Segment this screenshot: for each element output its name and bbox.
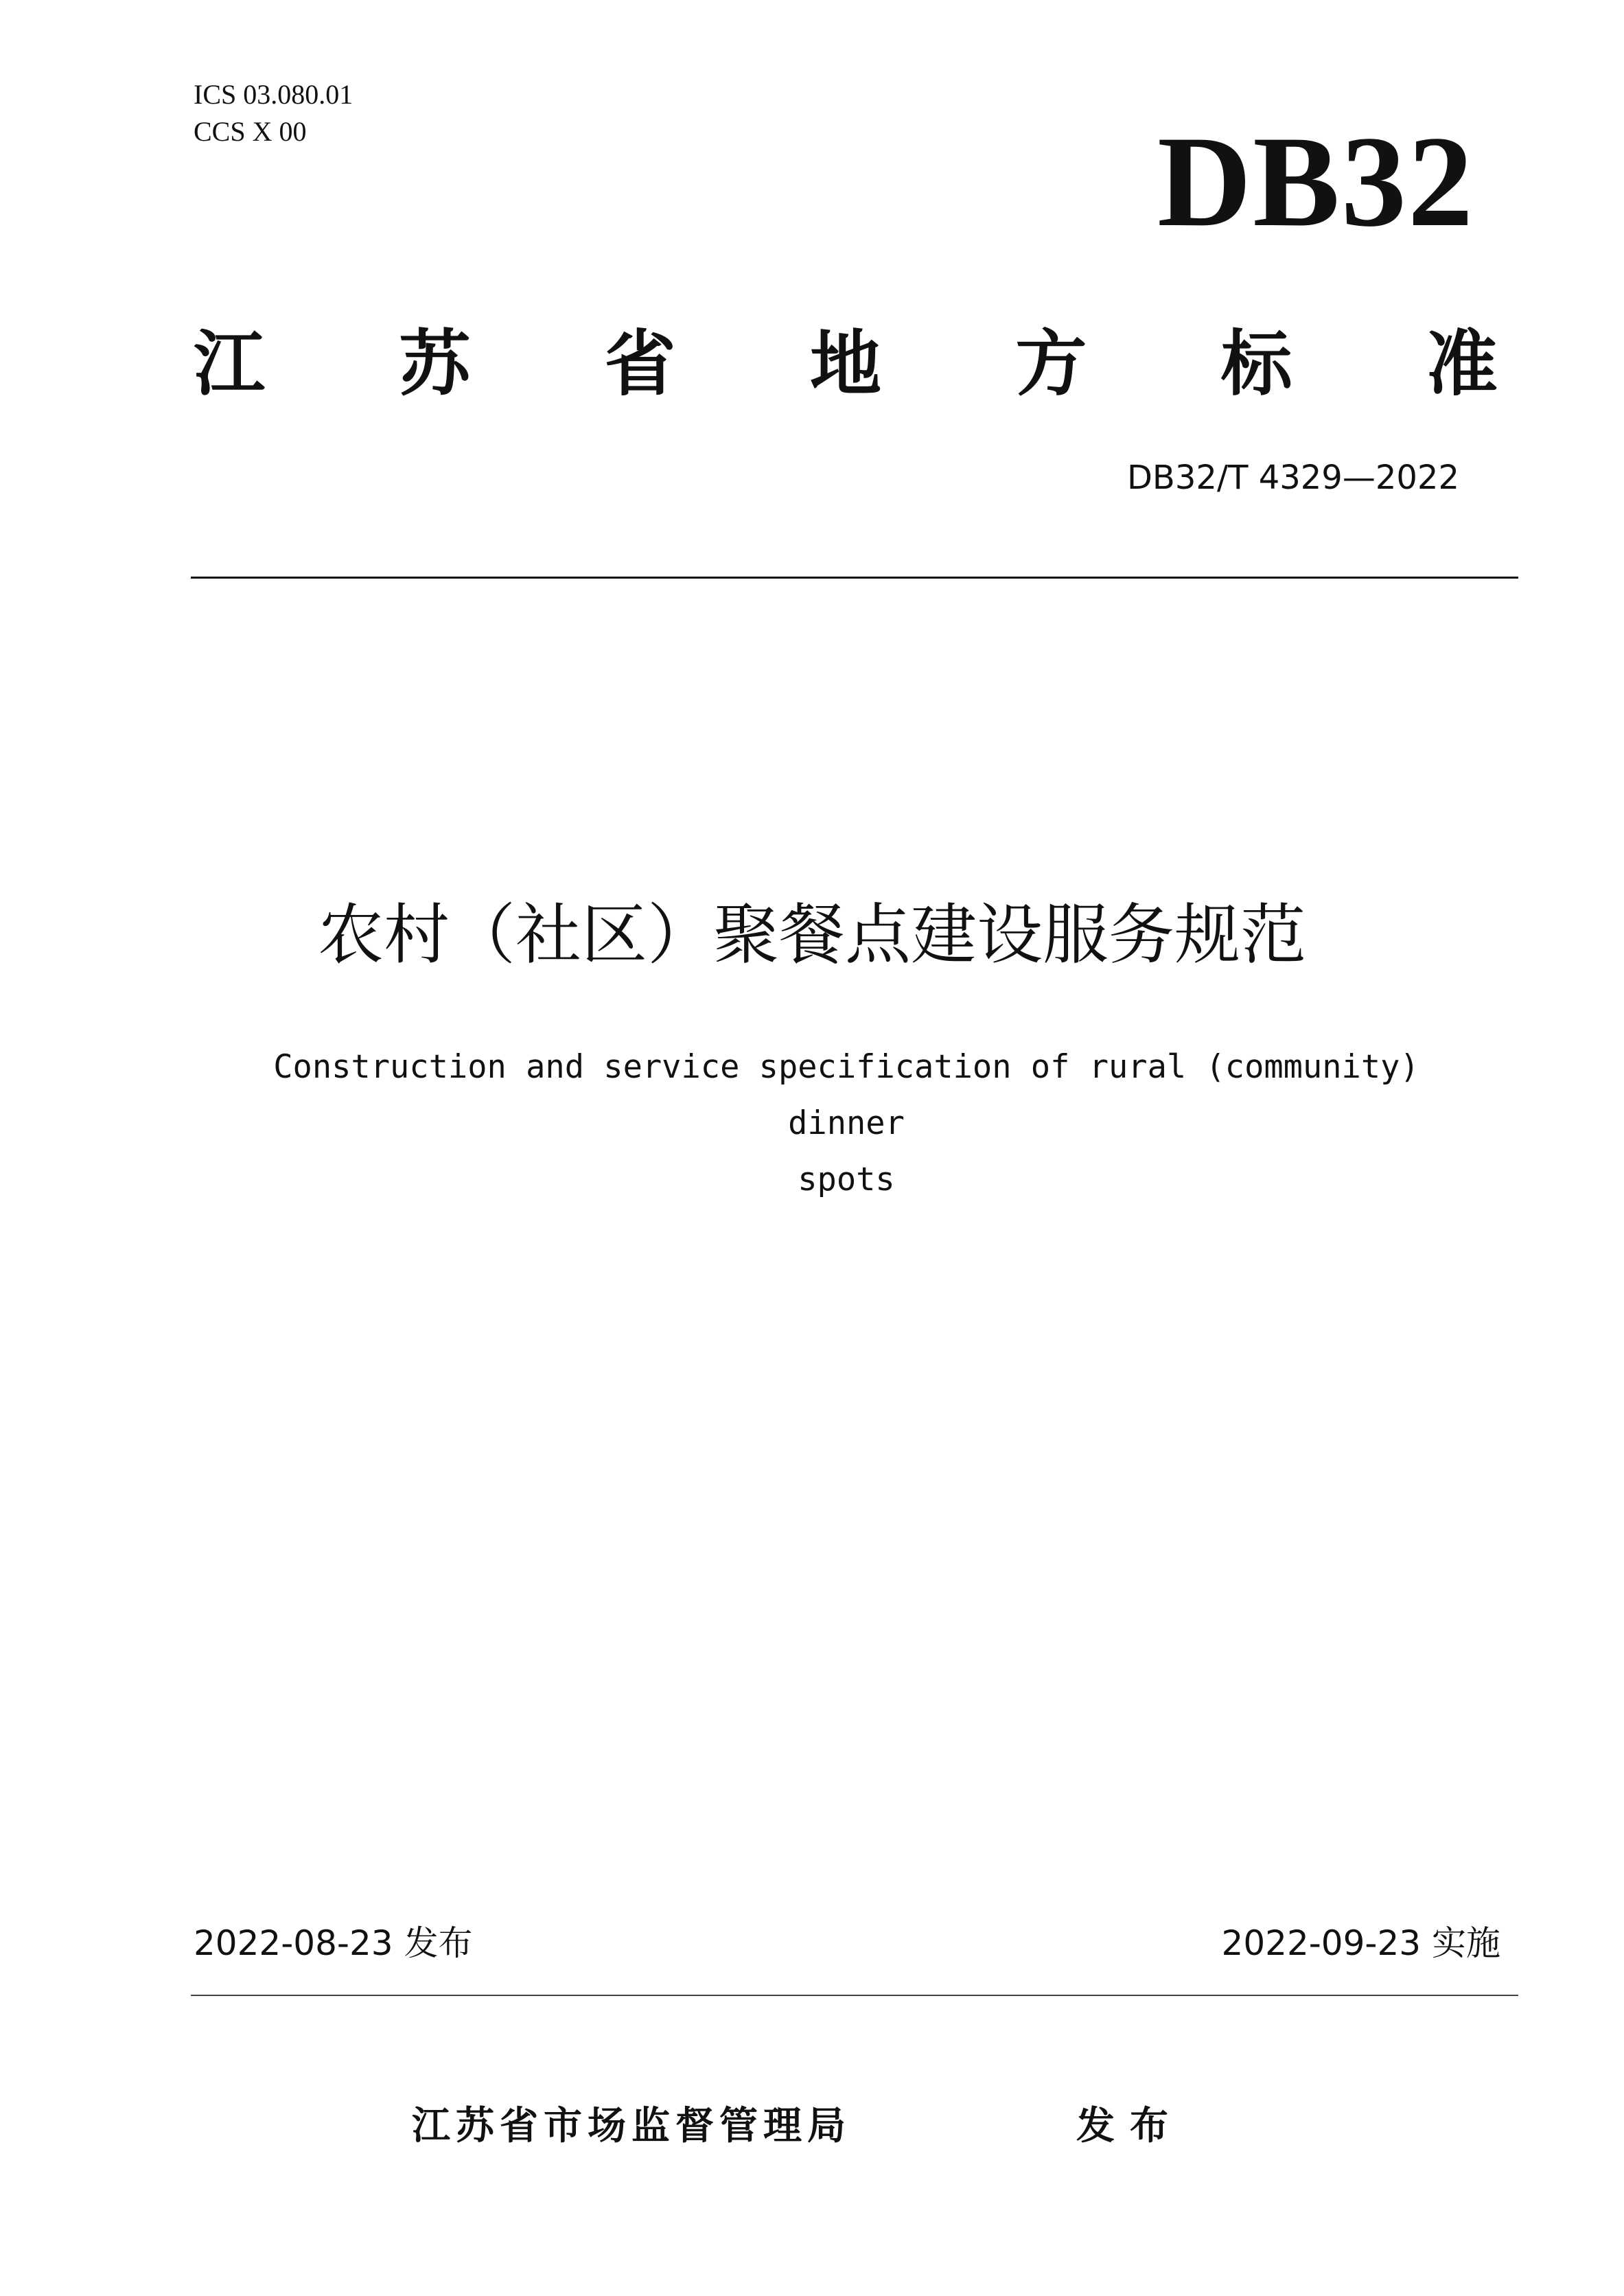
- standard-type-char: 省: [604, 322, 676, 406]
- implementation-date: 2022-09-23 实施: [1221, 1923, 1500, 1963]
- ics-code: ICS 03.080.01: [194, 79, 353, 110]
- standard-type-char: 准: [1426, 322, 1498, 406]
- standard-number: DB32/T 4329—2022: [1126, 459, 1459, 497]
- title-en-line-2: spots: [798, 1161, 895, 1198]
- standard-type-heading: [194, 322, 1498, 406]
- standard-type-char: 标: [1220, 322, 1292, 406]
- top-divider: [191, 577, 1518, 579]
- document-title-en: [206, 1039, 1487, 1208]
- bottom-divider: [191, 1995, 1518, 1996]
- standard-type-char: 方: [1015, 322, 1087, 406]
- document-title-zh: 农村（社区）聚餐点建设服务规范: [318, 896, 1306, 973]
- standard-type-char: 苏: [399, 322, 471, 406]
- standard-type-char: 地: [809, 322, 881, 406]
- title-en-line-1: Construction and service specification of rural (community) dinner: [273, 1048, 1419, 1142]
- ccs-code: CCS X 00: [194, 116, 307, 147]
- standard-type-char: 江: [194, 322, 266, 406]
- issuing-authority: 江苏省市场监督管理局: [412, 2104, 851, 2148]
- standard-logo: DB32: [1157, 110, 1474, 254]
- issue-date: 2022-08-23 发布: [194, 1923, 473, 1963]
- issued-label: 发布: [1076, 2104, 1183, 2148]
